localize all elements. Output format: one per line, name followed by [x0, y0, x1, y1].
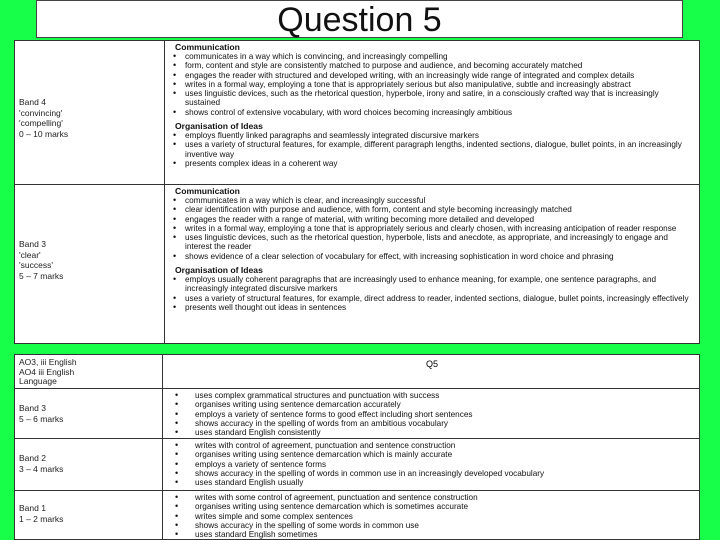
criterion: • engages the reader with structured and developed writing, with an increasingly wide range of integrated and complex details — [171, 71, 693, 80]
band-label: Band 3 — [19, 239, 46, 249]
criterion: • writes in a formal way, employing a tone that is appropriately serious and clearly chosen, with increasing anticipation of reader response — [171, 224, 693, 233]
criteria-list — [169, 493, 693, 539]
band-criteria — [165, 439, 699, 490]
criteria-list — [171, 275, 693, 312]
criteria-list — [171, 52, 693, 117]
criterion: • presents complex ideas in a coherent way — [171, 159, 693, 168]
section-heading: Organisation of Ideas — [175, 265, 263, 276]
lower-band-2-row — [15, 439, 699, 491]
band-marks: 3 – 4 marks — [19, 463, 64, 474]
criterion: • uses complex grammatical structures and punctuation with success — [169, 391, 693, 400]
band-descriptor: 'clear' — [19, 249, 41, 260]
assessment-objective-cell — [15, 355, 163, 388]
criterion: • organises writing using sentence demarcation accurately — [169, 400, 693, 409]
band-marks: 5 – 6 marks — [19, 413, 64, 424]
band-4-label-cell — [15, 41, 165, 184]
band-3-label-cell — [15, 185, 165, 344]
band-label: Band 1 — [19, 503, 46, 513]
band-3-criteria — [167, 185, 699, 344]
criterion: • clear identification with purpose and audience, with form, content and style becoming increasingly matched — [171, 205, 693, 214]
criteria-list — [169, 441, 693, 487]
criterion: • writes with control of agreement, punctuation and sentence construction — [169, 441, 693, 450]
band-marks: 0 – 10 marks — [19, 128, 69, 139]
band-label: Band 2 — [19, 453, 46, 463]
band-label-cell — [15, 439, 163, 490]
criterion: • employs usually coherent paragraphs that are increasingly used to enhance meaning, for example, one sentence paragraphs, and increasingly integrated discursive markers — [171, 275, 693, 294]
page-title: Question 5 — [277, 1, 442, 39]
criterion: • shows accuracy in the spelling of words from an ambitious vocabulary — [169, 419, 693, 428]
criterion: • presents well thought out ideas in sentences — [171, 303, 693, 312]
band-descriptor: 'convincing' — [19, 107, 63, 118]
band-descriptor: 'compelling' — [19, 118, 63, 128]
title-box — [36, 0, 683, 38]
band-3-row — [15, 185, 699, 344]
criterion: • organises writing using sentence demarcation which is mainly accurate — [169, 450, 693, 459]
criteria-list — [171, 131, 693, 168]
criterion: • shows control of extensive vocabulary, with word choices becoming increasingly ambitious — [171, 108, 693, 117]
criterion: • uses a variety of structural features, for example, different paragraph lengths, indented sections, dialogue, bullet points, in an increasingly inventive way — [171, 140, 693, 159]
section-heading: Organisation of Ideas — [175, 121, 263, 132]
criterion: • form, content and style are consistently matched to purpose and audience, and becoming accurately matched — [171, 61, 693, 70]
criterion: • uses linguistic devices, such as the rhetorical question, hyperbole, lists and anecdote, as appropriate, and increasingly to engage and interest the reader — [171, 233, 693, 252]
band-label: Band 3 — [19, 403, 46, 413]
lower-band-3-row — [15, 389, 699, 439]
band-label-cell — [15, 491, 163, 540]
criterion: • writes with some control of agreement, punctuation and sentence construction — [169, 493, 693, 502]
band-marks: 1 – 2 marks — [19, 513, 64, 524]
band-criteria — [165, 389, 699, 438]
criteria-list — [171, 196, 693, 261]
criterion: • communicates in a way which is convincing, and increasingly compelling — [171, 52, 693, 61]
band-descriptor: 'success' — [19, 260, 53, 270]
section-heading: Communication — [175, 42, 240, 52]
ao-line: AO4 iii English — [19, 366, 75, 377]
criterion: • employs a variety of sentence forms to good effect including short sentences — [169, 410, 693, 419]
band-marks: 5 – 7 marks — [19, 270, 64, 281]
criterion: • writes simple and some complex sentences — [169, 512, 693, 521]
band-4-row — [15, 41, 699, 185]
criterion: • uses standard English sometimes — [169, 530, 693, 539]
band-label: Band 4 — [19, 97, 46, 107]
criterion: • employs fluently linked paragraphs and seamlessly integrated discursive markers — [171, 131, 693, 140]
criterion: • uses a variety of structural features, for example, direct address to reader, indented sections, dialogue, bullet points, increasingly effectively — [171, 294, 693, 303]
criterion: • uses linguistic devices, such as the rhetorical question, hyperbole, irony and satire, in a consciously crafted way that is increasingly sustained — [171, 89, 693, 108]
criterion: • writes in a formal way, employing a tone that is appropriately serious but also manipulative, subtle and increasingly abstract — [171, 80, 693, 89]
criterion: • communicates in a way which is clear, and increasingly successful — [171, 196, 693, 205]
criterion: • uses standard English usually — [169, 478, 693, 487]
sentence-structure-table — [14, 354, 700, 540]
criterion: • shows accuracy in the spelling of words in common use in an increasingly developed vocabulary — [169, 469, 693, 478]
band-label-cell — [15, 389, 163, 438]
criterion: • organises writing using sentence demarcation which is sometimes accurate — [169, 502, 693, 511]
band-criteria — [165, 491, 699, 540]
ao-line: AO3, iii English — [19, 357, 77, 367]
band-4-criteria — [167, 41, 699, 184]
criterion: • engages the reader with a range of material, with writing becoming more detailed and developed — [171, 215, 693, 224]
criteria-list — [169, 391, 693, 437]
ao-line: Language — [19, 376, 57, 386]
criterion: • shows evidence of a clear selection of vocabulary for effect, with increasing sophistication in word choice and phrasing — [171, 252, 693, 261]
criterion: • shows accuracy in the spelling of some words in common use — [169, 521, 693, 530]
table-header-row — [15, 355, 699, 389]
question-header: Q5 — [425, 359, 438, 369]
lower-band-1-row — [15, 491, 699, 540]
criterion: • uses standard English consistently — [169, 428, 693, 437]
section-heading: Communication — [175, 186, 240, 196]
criterion: • employs a variety of sentence forms — [169, 460, 693, 469]
band-4-3-table — [14, 40, 700, 344]
